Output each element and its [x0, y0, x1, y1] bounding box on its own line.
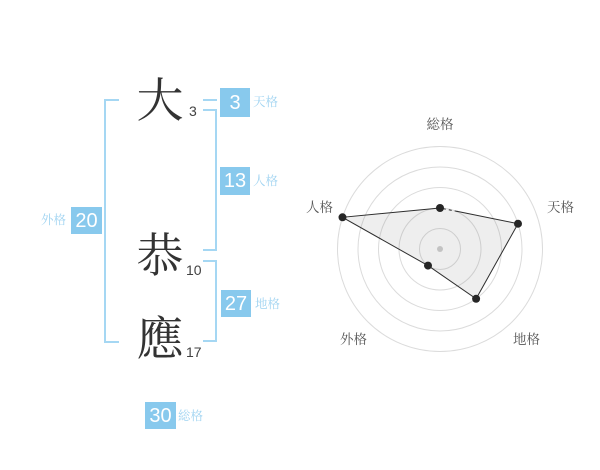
name-char-2: 恭 [136, 229, 184, 282]
radar-center-dot [437, 246, 443, 252]
chikaku-value: 27 [224, 292, 248, 315]
tenkaku-label: 天格 [253, 95, 279, 109]
gaikaku-label: 外格 [41, 213, 67, 227]
tenkaku-tick [203, 99, 217, 101]
chikaku-label: 地格 [255, 297, 281, 311]
tenkaku-badge [220, 88, 250, 117]
radar-vertex-外格 [424, 262, 432, 270]
radar-vertex-人格 [339, 213, 347, 221]
stroke-count-1: 3 [189, 103, 197, 119]
gaikaku-bracket [104, 99, 119, 343]
soukaku-badge [145, 402, 176, 429]
radar-polygon-fill [343, 208, 519, 299]
soukaku-value: 30 [149, 404, 172, 427]
radar-chart-svg [300, 112, 580, 372]
gaikaku-value: 20 [75, 209, 98, 232]
radar-chart [300, 112, 580, 372]
jinkaku-value: 13 [223, 170, 247, 192]
chikaku-badge [221, 290, 251, 317]
stroke-count-3: 17 [186, 344, 202, 360]
radar-axis-label-天格: 天格 [547, 200, 574, 215]
radar-axis-label-人格: 人格 [306, 200, 333, 215]
radar-vertex-総格 [436, 204, 444, 212]
name-char-1: 大 [136, 74, 184, 127]
radar-axis-label-外格: 外格 [340, 332, 367, 347]
jinkaku-bracket [203, 109, 217, 251]
jinkaku-badge [220, 167, 250, 195]
radar-vertex-地格 [472, 295, 480, 303]
gaikaku-badge [71, 207, 102, 234]
tenkaku-value: 3 [229, 91, 241, 114]
jinkaku-label: 人格 [253, 174, 279, 188]
name-char-3: 應 [136, 312, 184, 365]
soukaku-label: 総格 [178, 409, 204, 423]
radar-axis-label-総格: 総格 [426, 117, 454, 132]
chikaku-bracket [203, 260, 217, 342]
stroke-count-2: 10 [186, 262, 202, 278]
radar-axis-label-地格: 地格 [513, 332, 540, 347]
radar-vertex-天格 [514, 220, 522, 228]
